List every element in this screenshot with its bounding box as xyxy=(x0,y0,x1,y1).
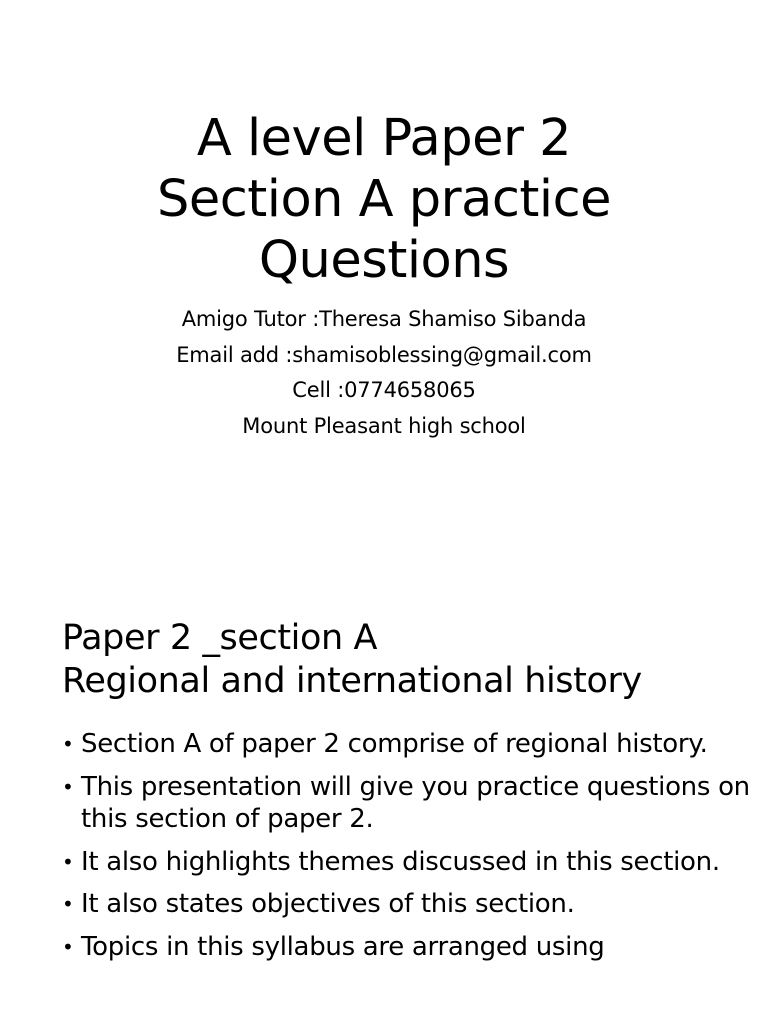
title-line: Section A practice xyxy=(156,170,611,229)
cell-number: Cell :0774658065 xyxy=(292,378,476,402)
list-item xyxy=(62,846,752,879)
list-item xyxy=(62,771,752,836)
email-address: Email add :shamisoblessing@gmail.com xyxy=(176,342,592,367)
list-item xyxy=(62,728,752,761)
slide-subtitle xyxy=(0,302,768,444)
bullet-text: This presentation will give you practice questions on this section of paper 2. xyxy=(81,771,750,834)
school-name: Mount Pleasant high school xyxy=(242,413,526,438)
heading-line: Regional and international history xyxy=(62,661,642,701)
bullet-text: It also highlights themes discussed in this section. xyxy=(81,846,720,877)
bullet-text: It also states objectives of this section. xyxy=(81,889,575,919)
heading-line: Paper 2 _section A xyxy=(62,618,378,658)
list-item xyxy=(62,888,752,921)
bullet-icon: • xyxy=(62,774,74,799)
bullet-icon: • xyxy=(62,732,74,756)
slide-title-heading xyxy=(0,108,768,291)
bullet-icon: • xyxy=(62,849,74,874)
bullet-icon: • xyxy=(62,934,74,959)
slide-heading xyxy=(62,617,642,703)
bullet-icon: • xyxy=(62,892,74,916)
title-line: A level Paper 2 xyxy=(196,109,572,168)
tutor-name: Amigo Tutor :Theresa Shamiso Sibanda xyxy=(181,307,587,331)
bullet-text: Section A of paper 2 comprise of regional history. xyxy=(81,729,708,759)
title-line: Questions xyxy=(258,231,510,290)
list-item xyxy=(62,931,752,964)
bullet-text: Topics in this syllabus are arranged using xyxy=(81,931,605,962)
bullet-list xyxy=(62,728,752,973)
